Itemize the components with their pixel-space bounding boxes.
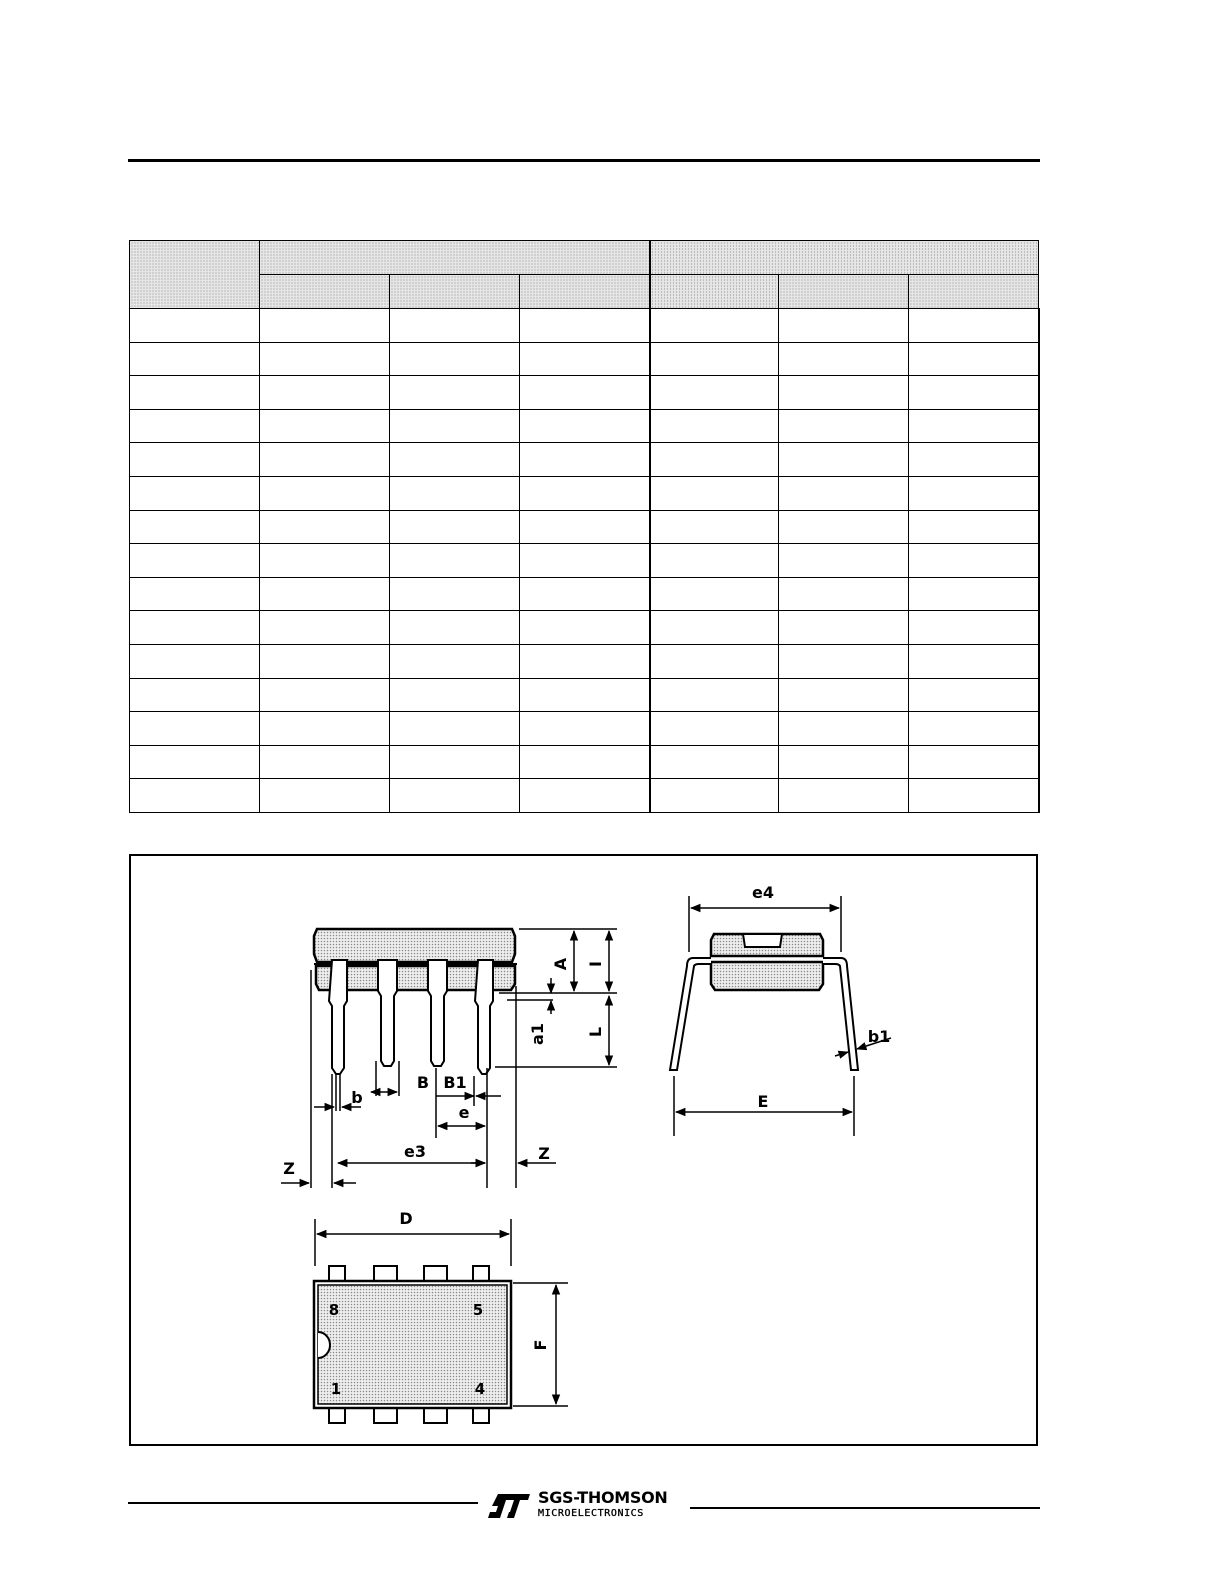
table-cell — [520, 476, 650, 510]
subheader-cell — [390, 275, 520, 309]
table-cell — [650, 544, 779, 578]
table-cell — [650, 510, 779, 544]
table-cell — [909, 342, 1039, 376]
table-cell — [390, 342, 520, 376]
table-cell — [909, 779, 1039, 813]
subheader-cell — [779, 275, 909, 309]
company-subtitle: MICROELECTRONICS — [538, 1508, 644, 1519]
table-row — [130, 544, 1039, 578]
table-row — [130, 745, 1039, 779]
table-cell — [260, 409, 390, 443]
table-cell — [130, 309, 260, 343]
table-cell — [390, 577, 520, 611]
table-cell — [779, 342, 909, 376]
footer-rule-right — [690, 1507, 1040, 1509]
table-cell — [779, 476, 909, 510]
table-cell — [390, 376, 520, 410]
table-cell — [130, 376, 260, 410]
label-a1: a1 — [528, 1023, 547, 1045]
label-E: E — [757, 1092, 769, 1111]
table-cell — [909, 510, 1039, 544]
table-cell — [130, 611, 260, 645]
footer — [0, 1480, 1225, 1540]
pin-label-4: 4 — [474, 1380, 486, 1398]
table-cell — [779, 678, 909, 712]
table-cell — [260, 476, 390, 510]
table-row — [130, 678, 1039, 712]
table-cell — [650, 644, 779, 678]
table-cell — [130, 409, 260, 443]
table-cell — [390, 611, 520, 645]
table-cell — [520, 342, 650, 376]
table-cell — [779, 443, 909, 477]
table-cell — [130, 342, 260, 376]
table-cell — [909, 376, 1039, 410]
table-cell — [130, 745, 260, 779]
table-cell — [650, 309, 779, 343]
header-cell-dim — [130, 241, 260, 309]
footer-rule-left — [128, 1502, 478, 1504]
label-Z-left: Z — [283, 1159, 295, 1178]
table-cell — [779, 779, 909, 813]
table-cell — [260, 644, 390, 678]
header-cell-group-1 — [260, 241, 650, 275]
table-cell — [909, 443, 1039, 477]
table-cell — [260, 678, 390, 712]
table-cell — [520, 544, 650, 578]
table-cell — [909, 745, 1039, 779]
table-cell — [260, 577, 390, 611]
dip8-outline-drawing — [131, 856, 1040, 1448]
side-view — [670, 883, 891, 1136]
label-F: F — [531, 1339, 550, 1351]
table-cell — [650, 577, 779, 611]
subheader-row — [130, 275, 1039, 309]
header-row — [130, 241, 1039, 275]
table-cell — [260, 342, 390, 376]
table-cell — [130, 577, 260, 611]
pin-label-8: 8 — [328, 1301, 340, 1319]
table-row — [130, 510, 1039, 544]
table-cell — [650, 476, 779, 510]
table-cell — [390, 712, 520, 746]
table-cell — [909, 678, 1039, 712]
table-cell — [779, 309, 909, 343]
table-cell — [779, 644, 909, 678]
table-cell — [909, 577, 1039, 611]
table-cell — [909, 409, 1039, 443]
table-row — [130, 644, 1039, 678]
table-cell — [130, 443, 260, 477]
label-L: L — [586, 1026, 605, 1038]
table-cell — [520, 678, 650, 712]
table-cell — [650, 779, 779, 813]
table-cell — [520, 510, 650, 544]
label-b1: b1 — [867, 1027, 891, 1046]
table-cell — [779, 376, 909, 410]
table-cell — [909, 611, 1039, 645]
label-B1: B1 — [443, 1073, 467, 1092]
table-cell — [390, 510, 520, 544]
table-cell — [779, 544, 909, 578]
table-cell — [520, 409, 650, 443]
table-cell — [260, 376, 390, 410]
table-cell — [390, 476, 520, 510]
pin-label-1: 1 — [330, 1380, 342, 1398]
table-cell — [520, 376, 650, 410]
table-cell — [130, 510, 260, 544]
table-cell — [779, 611, 909, 645]
table-cell — [520, 443, 650, 477]
label-b: b — [351, 1088, 363, 1107]
subheader-cell — [520, 275, 650, 309]
table-cell — [390, 678, 520, 712]
label-I: I — [586, 961, 605, 967]
table-cell — [390, 779, 520, 813]
table-cell — [520, 745, 650, 779]
table-row — [130, 409, 1039, 443]
table-cell — [260, 544, 390, 578]
table-cell — [520, 309, 650, 343]
label-A: A — [551, 957, 570, 971]
table-cell — [650, 712, 779, 746]
table-cell — [520, 779, 650, 813]
label-e4: e4 — [752, 883, 774, 902]
pin-label-5: 5 — [472, 1301, 484, 1319]
table-cell — [130, 644, 260, 678]
table-cell — [650, 745, 779, 779]
package-drawing — [129, 854, 1038, 1446]
table-cell — [390, 309, 520, 343]
table-row — [130, 611, 1039, 645]
table-cell — [909, 712, 1039, 746]
dimensions-table — [129, 240, 1040, 813]
table-cell — [260, 510, 390, 544]
subheader-cell — [260, 275, 390, 309]
top-rule — [128, 159, 1040, 162]
table-cell — [779, 745, 909, 779]
table-cell — [260, 745, 390, 779]
label-e: e — [458, 1103, 470, 1122]
table-cell — [520, 712, 650, 746]
label-e3: e3 — [404, 1142, 426, 1161]
table-row — [130, 309, 1039, 343]
table-cell — [650, 342, 779, 376]
table-row — [130, 577, 1039, 611]
table-cell — [520, 644, 650, 678]
table-cell — [260, 712, 390, 746]
table-cell — [520, 577, 650, 611]
table-cell — [909, 644, 1039, 678]
table-cell — [650, 678, 779, 712]
table-cell — [130, 476, 260, 510]
table-row — [130, 376, 1039, 410]
table-row — [130, 476, 1039, 510]
table-cell — [260, 443, 390, 477]
table-cell — [390, 409, 520, 443]
table-cell — [909, 544, 1039, 578]
company-name: SGS-THOMSON — [538, 1488, 668, 1507]
table-cell — [779, 577, 909, 611]
table-cell — [779, 409, 909, 443]
table-cell — [909, 309, 1039, 343]
table-cell — [390, 443, 520, 477]
table-cell — [390, 644, 520, 678]
header-cell-group-2 — [650, 241, 1039, 275]
table-cell — [779, 712, 909, 746]
table-cell — [650, 611, 779, 645]
table-cell — [779, 510, 909, 544]
table-row — [130, 779, 1039, 813]
table-row — [130, 443, 1039, 477]
table-cell — [650, 443, 779, 477]
subheader-cell — [650, 275, 779, 309]
label-B: B — [416, 1073, 430, 1092]
table-cell — [390, 544, 520, 578]
table-cell — [650, 376, 779, 410]
table-row — [130, 342, 1039, 376]
label-D: D — [399, 1209, 413, 1228]
table-cell — [130, 544, 260, 578]
table-cell — [909, 476, 1039, 510]
subheader-cell — [909, 275, 1039, 309]
table-cell — [260, 611, 390, 645]
st-logo-icon — [486, 1492, 532, 1520]
table-cell — [130, 712, 260, 746]
table-cell — [130, 779, 260, 813]
table-cell — [390, 745, 520, 779]
front-view — [281, 929, 617, 1188]
table-cell — [650, 409, 779, 443]
table-row — [130, 712, 1039, 746]
table-cell — [260, 309, 390, 343]
table-cell — [520, 611, 650, 645]
table-cell — [130, 678, 260, 712]
table-cell — [260, 779, 390, 813]
top-view — [314, 1209, 568, 1423]
label-Z-right: Z — [538, 1144, 550, 1163]
